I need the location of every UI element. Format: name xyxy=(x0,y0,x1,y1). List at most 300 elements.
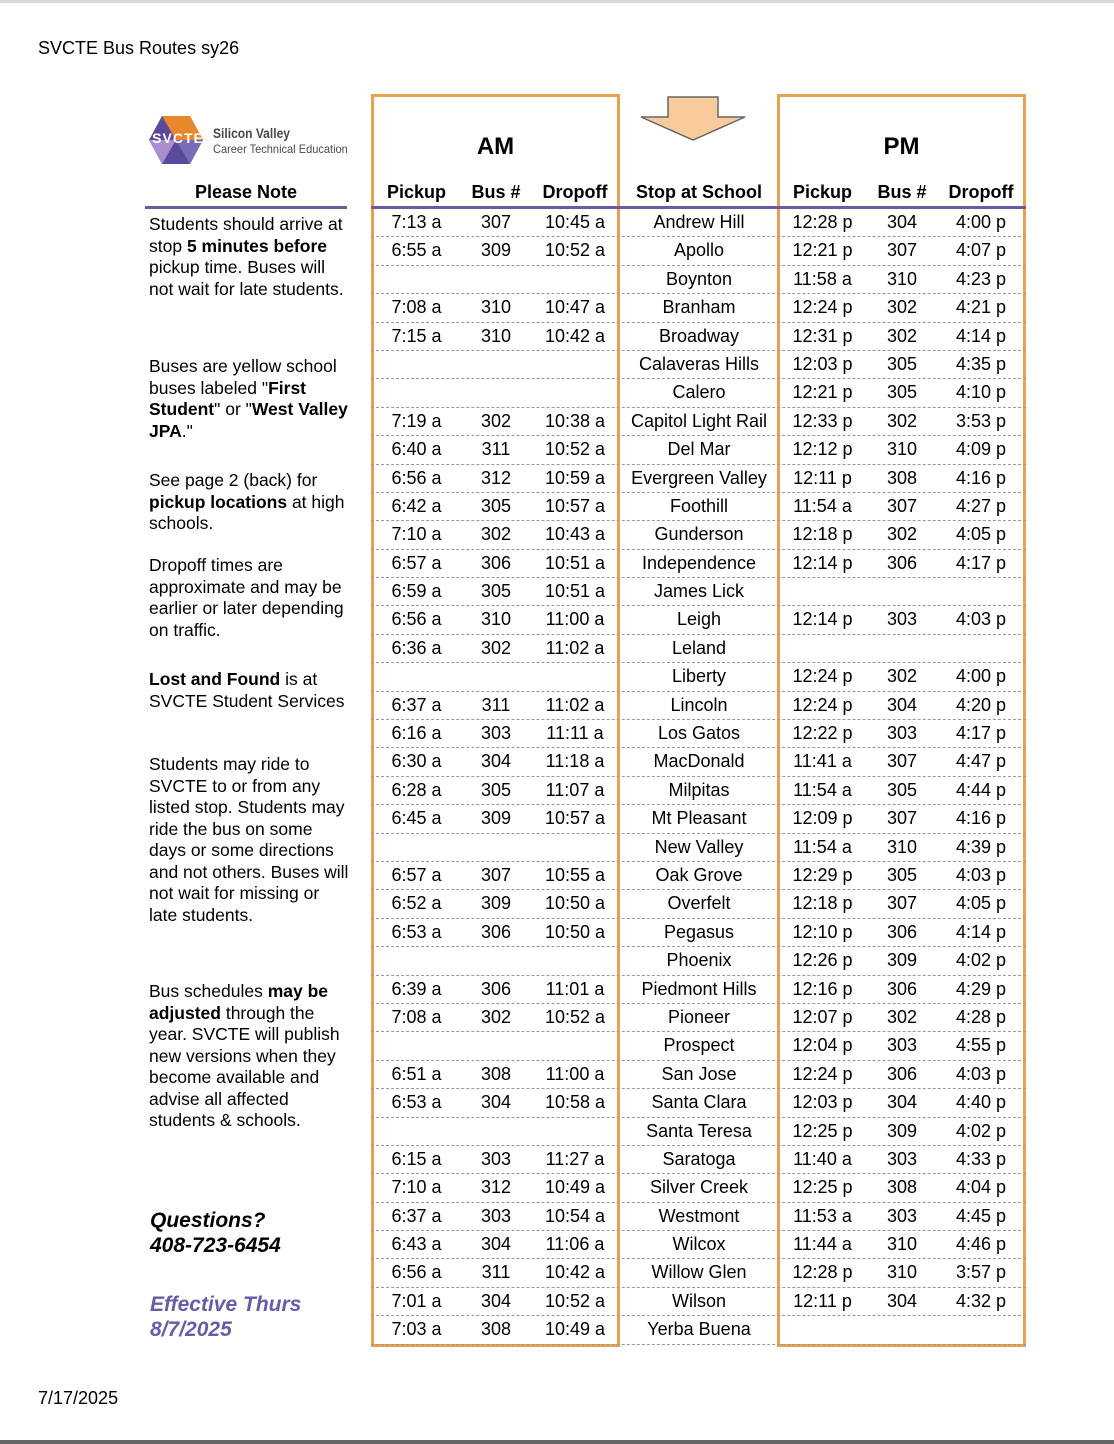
pm-bus-cell: 302 xyxy=(886,325,918,346)
stop-name-cell: New Valley xyxy=(654,836,744,857)
bus-route-table xyxy=(371,209,1026,1345)
table-row xyxy=(371,1061,1026,1089)
stop-name-cell: Pegasus xyxy=(663,921,735,942)
am-dropoff-cell: 10:52 a xyxy=(544,1006,606,1027)
pm-pickup-cell: 12:07 p xyxy=(792,1006,853,1027)
pm-dropoff-cell: 4:10 p xyxy=(955,382,1007,403)
pm-pickup-cell: 12:25 p xyxy=(792,1177,853,1198)
table-row xyxy=(371,266,1026,294)
am-bus-cell: 304 xyxy=(480,1234,512,1255)
am-bus-cell: 306 xyxy=(480,552,512,573)
pm-bus-cell: 305 xyxy=(886,864,918,885)
am-dropoff-cell: 10:50 a xyxy=(544,921,606,942)
stop-name-cell: Andrew Hill xyxy=(653,212,745,232)
pm-bus-cell: 303 xyxy=(886,609,918,630)
am-pickup-cell: 6:37 a xyxy=(391,1205,442,1226)
am-dropoff-cell: 11:00 a xyxy=(545,1063,605,1084)
am-dropoff-cell: 10:52 a xyxy=(544,439,606,460)
pm-bus-cell: 303 xyxy=(886,1205,918,1226)
stop-name-cell: Prospect xyxy=(663,1035,735,1056)
am-dropoff-cell: 10:47 a xyxy=(544,297,606,318)
am-bus-cell: 304 xyxy=(480,1092,512,1113)
stop-header: Stop at School xyxy=(636,182,762,202)
table-row xyxy=(371,606,1026,634)
pm-bus-cell: 302 xyxy=(886,524,918,545)
am-pickup-cell: 6:53 a xyxy=(391,1092,442,1113)
stop-name-cell: Willow Glen xyxy=(651,1262,747,1283)
table-row xyxy=(371,1118,1026,1146)
table-row xyxy=(371,1259,1026,1287)
am-bus-cell: 303 xyxy=(480,1148,512,1169)
am-bus-cell: 302 xyxy=(480,637,512,658)
am-pickup-cell: 6:56 a xyxy=(391,609,442,630)
pm-dropoff-cell: 4:20 p xyxy=(955,694,1007,715)
note-ride-any-stop: Students may ride to SVCTE to or from any listed stop. Students may ride the bus on some days or some directions and not others. Buses will not wait for missing or late students. xyxy=(149,754,349,925)
am-pickup-cell: 6:36 a xyxy=(391,637,442,658)
am-pickup-cell: 7:10 a xyxy=(391,1177,442,1198)
stop-name-cell: Del Mar xyxy=(667,439,731,460)
pm-bus-cell: 304 xyxy=(886,694,918,715)
am-pickup-cell: 6:52 a xyxy=(391,893,442,914)
am-bus-cell: 305 xyxy=(480,581,512,602)
pm-bus-cell: 306 xyxy=(886,978,918,999)
pm-dropoff-header: Dropoff xyxy=(948,182,1014,202)
questions-label: Questions? xyxy=(150,1209,266,1232)
table-row xyxy=(371,578,1026,606)
note-bus-type: Buses are yellow school buses labeled "First Student" or "West Valley JPA." xyxy=(149,356,348,441)
pm-dropoff-cell: 4:29 p xyxy=(955,978,1007,999)
pm-pickup-cell: 12:33 p xyxy=(792,410,853,431)
table-row xyxy=(371,635,1026,663)
note-arrival: Students should arrive at stop 5 minutes before pickup time. Buses will not wait for late students. xyxy=(149,214,344,299)
stop-name-cell: Leigh xyxy=(676,609,722,630)
stop-name-cell: James Lick xyxy=(653,581,745,602)
stop-name-cell: Liberty xyxy=(671,666,727,687)
pm-dropoff-cell: 4:39 p xyxy=(955,836,1007,857)
am-dropoff-cell: 10:58 a xyxy=(544,1092,606,1113)
am-dropoff-cell: 10:57 a xyxy=(544,495,606,516)
pm-pickup-cell: 12:28 p xyxy=(792,1262,853,1283)
table-row xyxy=(371,237,1026,265)
am-pickup-header: Pickup xyxy=(386,182,447,202)
am-bus-cell: 308 xyxy=(480,1319,512,1340)
stop-name-cell: Branham xyxy=(662,297,736,318)
am-dropoff-cell: 10:51 a xyxy=(544,552,606,573)
am-bus-cell: 311 xyxy=(481,439,511,460)
pm-bus-cell: 302 xyxy=(886,410,918,431)
stop-name-cell: Phoenix xyxy=(666,950,732,971)
down-arrow-icon xyxy=(638,96,748,142)
am-bus-cell: 310 xyxy=(480,325,512,346)
stop-name-cell: Evergreen Valley xyxy=(631,467,767,488)
pm-bus-cell: 303 xyxy=(886,1148,918,1169)
am-pickup-cell: 6:28 a xyxy=(391,779,442,800)
pm-pickup-cell: 12:31 p xyxy=(792,325,853,346)
pm-bus-cell: 302 xyxy=(886,666,918,687)
pm-bus-header: Bus # xyxy=(877,182,927,202)
pm-dropoff-cell: 4:17 p xyxy=(955,552,1007,573)
pm-dropoff-cell: 4:14 p xyxy=(955,921,1007,942)
footer-date: 7/17/2025 xyxy=(38,1388,119,1408)
note-schedule-adjusted: Bus schedules may be adjusted through the year. SVCTE will publish new versions when they become available and advise all affected students & schools. xyxy=(149,981,340,1130)
am-pickup-cell: 6:57 a xyxy=(391,864,442,885)
am-pickup-cell: 7:13 a xyxy=(391,212,442,232)
pm-bus-cell: 310 xyxy=(886,268,918,289)
pm-dropoff-cell: 3:53 p xyxy=(955,410,1007,431)
pm-pickup-cell: 12:18 p xyxy=(792,524,853,545)
pm-bus-cell: 310 xyxy=(886,1262,918,1283)
pm-pickup-cell: 12:22 p xyxy=(792,723,853,744)
pm-dropoff-cell: 4:47 p xyxy=(955,751,1007,772)
document-title: SVCTE Bus Routes sy26 xyxy=(38,38,240,58)
am-bus-cell: 306 xyxy=(480,921,512,942)
am-title: AM xyxy=(476,133,515,160)
pm-dropoff-cell: 4:45 p xyxy=(955,1205,1007,1226)
am-bus-cell: 309 xyxy=(480,240,512,261)
pm-bus-cell: 308 xyxy=(886,1177,918,1198)
stop-name-cell: Calero xyxy=(672,382,726,403)
table-row xyxy=(371,1231,1026,1259)
am-bus-cell: 302 xyxy=(480,410,512,431)
stop-name-cell: Yerba Buena xyxy=(647,1319,751,1340)
pm-dropoff-cell: 4:23 p xyxy=(955,268,1007,289)
am-bus-cell: 306 xyxy=(480,978,512,999)
pm-pickup-cell: 12:09 p xyxy=(792,808,853,829)
stop-name-cell: MacDonald xyxy=(653,751,745,772)
pm-pickup-cell: 12:24 p xyxy=(792,297,853,318)
am-pickup-cell: 6:53 a xyxy=(391,921,442,942)
pm-dropoff-cell: 4:21 p xyxy=(955,297,1007,318)
pm-dropoff-cell: 4:03 p xyxy=(955,864,1007,885)
am-bus-cell: 304 xyxy=(480,751,512,772)
pm-pickup-cell: 11:40 a xyxy=(793,1148,852,1169)
stop-name-cell: Wilcox xyxy=(672,1234,726,1255)
pm-pickup-cell: 12:11 p xyxy=(793,467,852,488)
table-row xyxy=(371,209,1026,237)
am-bus-cell: 309 xyxy=(480,893,512,914)
pm-pickup-cell: 12:16 p xyxy=(792,978,853,999)
stop-name-cell: Apollo xyxy=(673,240,725,261)
pm-dropoff-cell: 4:03 p xyxy=(955,609,1007,630)
note-dropoff-times: Dropoff times are approximate and may be earlier or later depending on traffic. xyxy=(149,555,344,640)
pm-dropoff-cell: 4:17 p xyxy=(955,723,1007,744)
pm-dropoff-cell: 4:05 p xyxy=(955,524,1007,545)
table-row xyxy=(371,834,1026,862)
table-row xyxy=(371,862,1026,890)
stop-name-cell: Calaveras Hills xyxy=(638,353,760,374)
pm-bus-cell: 310 xyxy=(886,1234,918,1255)
table-row xyxy=(371,550,1026,578)
pm-pickup-cell: 12:03 p xyxy=(792,1092,853,1113)
pm-pickup-cell: 11:54 a xyxy=(793,836,852,857)
logo-line-1: Silicon Valley xyxy=(213,125,290,141)
pm-pickup-cell: 11:53 a xyxy=(793,1205,852,1226)
am-dropoff-cell: 10:42 a xyxy=(544,1262,606,1283)
pm-dropoff-cell: 4:05 p xyxy=(955,893,1007,914)
pm-pickup-cell: 12:18 p xyxy=(792,893,853,914)
table-row xyxy=(371,1004,1026,1032)
am-dropoff-cell: 10:52 a xyxy=(544,1290,606,1311)
logo-line-2: Career Technical Education xyxy=(213,142,348,156)
table-row xyxy=(371,919,1026,947)
am-bus-cell: 312 xyxy=(480,1177,512,1198)
pm-dropoff-cell: 4:00 p xyxy=(955,212,1007,232)
table-row xyxy=(371,720,1026,748)
am-dropoff-cell: 11:06 a xyxy=(545,1234,605,1255)
am-bus-header: Bus # xyxy=(471,182,521,202)
pm-bus-cell: 307 xyxy=(886,751,918,772)
pm-pickup-cell: 12:12 p xyxy=(792,439,853,460)
table-row xyxy=(371,748,1026,776)
am-dropoff-cell: 10:52 a xyxy=(544,240,606,261)
am-pickup-cell: 7:08 a xyxy=(391,1006,442,1027)
am-dropoff-cell: 11:07 a xyxy=(545,779,605,800)
table-row xyxy=(371,351,1026,379)
am-dropoff-cell: 10:57 a xyxy=(544,808,606,829)
am-pickup-cell: 6:56 a xyxy=(391,1262,442,1283)
pm-dropoff-cell: 4:00 p xyxy=(955,666,1007,687)
stop-name-cell: Piedmont Hills xyxy=(641,978,757,999)
table-row xyxy=(371,1288,1026,1316)
stop-name-cell: Gunderson xyxy=(654,524,744,545)
pm-pickup-header: Pickup xyxy=(792,182,853,202)
pm-bus-cell: 304 xyxy=(886,1092,918,1113)
am-dropoff-cell: 10:42 a xyxy=(544,325,606,346)
table-row xyxy=(371,976,1026,1004)
am-pickup-cell: 7:10 a xyxy=(391,524,442,545)
effective-date-block xyxy=(150,1292,301,1342)
am-bus-cell: 303 xyxy=(480,1205,512,1226)
am-pickup-cell: 6:57 a xyxy=(391,552,442,573)
notes-heading: Please Note xyxy=(194,182,298,202)
am-bus-cell: 309 xyxy=(480,808,512,829)
stop-name-cell: Leland xyxy=(671,637,727,658)
table-row xyxy=(371,465,1026,493)
am-bus-cell: 305 xyxy=(480,779,512,800)
am-pickup-cell: 6:45 a xyxy=(391,808,442,829)
svcte-logo xyxy=(148,115,358,167)
questions-block xyxy=(150,1208,281,1258)
am-pickup-cell: 6:55 a xyxy=(391,240,442,261)
note-pickup-locations: See page 2 (back) for pickup locations at high schools. xyxy=(149,470,345,533)
note-lost-and-found: Lost and Found is at SVCTE Student Services xyxy=(149,669,345,711)
stop-name-cell: Westmont xyxy=(658,1205,740,1226)
table-row xyxy=(371,1203,1026,1231)
table-row xyxy=(371,1089,1026,1117)
bottom-border xyxy=(0,1440,1114,1444)
effective-line-2: 8/7/2025 xyxy=(150,1318,232,1341)
am-bus-cell: 310 xyxy=(480,609,512,630)
table-row xyxy=(371,663,1026,691)
pm-bus-cell: 303 xyxy=(886,723,918,744)
stop-name-cell: Mt Pleasant xyxy=(651,808,747,829)
pm-bus-cell: 307 xyxy=(886,808,918,829)
am-pickup-cell: 7:19 a xyxy=(391,410,442,431)
pm-dropoff-cell: 4:16 p xyxy=(955,808,1007,829)
pm-pickup-cell: 12:28 p xyxy=(792,212,853,232)
pm-bus-cell: 306 xyxy=(886,552,918,573)
pm-pickup-cell: 12:10 p xyxy=(792,921,853,942)
am-pickup-cell: 7:08 a xyxy=(391,297,442,318)
am-bus-cell: 304 xyxy=(480,1290,512,1311)
am-dropoff-cell: 10:55 a xyxy=(544,864,606,885)
stop-name-cell: Boynton xyxy=(665,268,733,289)
am-bus-cell: 302 xyxy=(480,524,512,545)
am-pickup-cell: 6:51 a xyxy=(391,1063,442,1084)
notes-heading-rule xyxy=(145,206,347,209)
pm-pickup-cell: 12:11 p xyxy=(793,1290,852,1311)
pm-pickup-cell: 12:29 p xyxy=(792,864,853,885)
am-pickup-cell: 7:15 a xyxy=(391,325,442,346)
pm-title: PM xyxy=(883,133,920,160)
am-dropoff-cell: 10:49 a xyxy=(544,1319,606,1340)
table-row xyxy=(371,947,1026,975)
am-pickup-cell: 6:37 a xyxy=(391,694,442,715)
pm-dropoff-cell: 4:02 p xyxy=(955,1120,1007,1141)
table-row xyxy=(371,1146,1026,1174)
pm-bus-cell: 310 xyxy=(886,439,918,460)
pm-bus-cell: 305 xyxy=(886,382,918,403)
pm-pickup-cell: 12:25 p xyxy=(792,1120,853,1141)
pm-bus-cell: 310 xyxy=(886,836,918,857)
am-bus-cell: 308 xyxy=(480,1063,512,1084)
am-bus-cell: 305 xyxy=(480,495,512,516)
stop-name-cell: San Jose xyxy=(661,1063,737,1084)
stop-name-cell: Capitol Light Rail xyxy=(630,410,768,431)
pm-dropoff-cell: 4:14 p xyxy=(955,325,1007,346)
am-bus-cell: 312 xyxy=(480,467,512,488)
pm-dropoff-cell: 4:27 p xyxy=(955,495,1007,516)
pm-pickup-cell: 12:24 p xyxy=(792,1063,853,1084)
am-pickup-cell: 6:56 a xyxy=(391,467,442,488)
am-bus-cell: 310 xyxy=(480,297,512,318)
stop-name-cell: Foothill xyxy=(669,495,729,516)
am-pickup-cell: 6:15 a xyxy=(391,1148,442,1169)
stop-name-cell: Overfelt xyxy=(667,893,731,914)
table-row xyxy=(371,493,1026,521)
pm-dropoff-cell: 3:57 p xyxy=(955,1262,1007,1283)
table-row xyxy=(371,323,1026,351)
phone-number: 408-723-6454 xyxy=(150,1234,281,1257)
pm-dropoff-cell: 4:16 p xyxy=(955,467,1007,488)
table-row xyxy=(371,1174,1026,1202)
am-pickup-cell: 6:59 a xyxy=(391,581,442,602)
am-pickup-cell: 7:03 a xyxy=(391,1319,442,1340)
stop-name-cell: Oak Grove xyxy=(655,864,743,885)
pm-dropoff-cell: 4:04 p xyxy=(955,1177,1007,1198)
table-row xyxy=(371,692,1026,720)
stop-name-cell: Silver Creek xyxy=(649,1177,749,1198)
pm-bus-cell: 302 xyxy=(886,297,918,318)
stop-name-cell: Wilson xyxy=(671,1290,726,1311)
am-bus-cell: 302 xyxy=(480,1006,512,1027)
pm-dropoff-cell: 4:07 p xyxy=(955,240,1007,261)
pm-pickup-cell: 12:14 p xyxy=(792,552,853,573)
am-bus-cell: 303 xyxy=(480,723,512,744)
pm-pickup-cell: 11:44 a xyxy=(793,1234,852,1255)
am-pickup-cell: 6:39 a xyxy=(391,978,442,999)
stop-name-cell: Broadway xyxy=(658,325,740,346)
pm-pickup-cell: 11:54 a xyxy=(793,779,852,800)
effective-line-1: Effective Thurs xyxy=(150,1293,302,1316)
pm-pickup-cell: 12:03 p xyxy=(792,353,853,374)
pm-bus-cell: 306 xyxy=(886,1063,918,1084)
am-dropoff-cell: 11:27 a xyxy=(545,1148,605,1169)
pm-pickup-cell: 12:14 p xyxy=(792,609,853,630)
table-row xyxy=(371,805,1026,833)
am-pickup-cell: 7:01 a xyxy=(391,1290,442,1311)
pm-bus-cell: 309 xyxy=(886,1120,918,1141)
pm-dropoff-cell: 4:28 p xyxy=(955,1006,1007,1027)
pm-dropoff-cell: 4:03 p xyxy=(955,1063,1007,1084)
am-dropoff-cell: 11:18 a xyxy=(545,751,605,772)
am-dropoff-cell: 11:02 a xyxy=(545,637,605,658)
am-dropoff-cell: 10:51 a xyxy=(544,581,606,602)
stop-name-cell: Santa Clara xyxy=(651,1092,747,1113)
table-row xyxy=(371,379,1026,407)
top-border xyxy=(0,0,1114,3)
am-pickup-cell: 6:30 a xyxy=(391,751,442,772)
table-row xyxy=(371,890,1026,918)
pm-dropoff-cell: 4:40 p xyxy=(955,1092,1007,1113)
pm-bus-cell: 307 xyxy=(886,495,918,516)
am-dropoff-cell: 11:11 a xyxy=(546,723,604,744)
table-row xyxy=(371,777,1026,805)
pm-pickup-cell: 12:21 p xyxy=(792,382,853,403)
am-dropoff-header: Dropoff xyxy=(542,182,608,202)
logo-mark: SVCTE xyxy=(152,130,204,146)
table-row xyxy=(371,436,1026,464)
stop-name-cell: Los Gatos xyxy=(657,723,741,744)
stop-name-cell: Milpitas xyxy=(668,779,730,800)
pm-bus-cell: 305 xyxy=(886,779,918,800)
am-pickup-cell: 6:40 a xyxy=(391,439,442,460)
stop-name-cell: Santa Teresa xyxy=(646,1120,752,1141)
pm-dropoff-cell: 4:32 p xyxy=(955,1290,1007,1311)
am-bus-cell: 307 xyxy=(480,864,512,885)
am-dropoff-cell: 11:02 a xyxy=(545,694,605,715)
am-bus-cell: 311 xyxy=(481,1262,511,1283)
pm-dropoff-cell: 4:02 p xyxy=(955,950,1007,971)
pm-pickup-cell: 12:04 p xyxy=(792,1035,853,1056)
am-dropoff-cell: 11:00 a xyxy=(545,609,605,630)
am-bus-cell: 311 xyxy=(481,694,511,715)
table-row xyxy=(371,1316,1026,1344)
pm-bus-cell: 305 xyxy=(886,353,918,374)
pm-pickup-cell: 12:24 p xyxy=(792,666,853,687)
am-dropoff-cell: 10:50 a xyxy=(544,893,606,914)
am-dropoff-cell: 10:43 a xyxy=(544,524,606,545)
am-dropoff-cell: 11:01 a xyxy=(545,978,605,999)
pm-dropoff-cell: 4:44 p xyxy=(955,779,1007,800)
pm-dropoff-cell: 4:46 p xyxy=(955,1234,1007,1255)
table-row xyxy=(371,294,1026,322)
pm-bus-cell: 307 xyxy=(886,240,918,261)
stop-name-cell: Pioneer xyxy=(667,1006,731,1027)
pm-pickup-cell: 11:41 a xyxy=(793,751,852,772)
pm-bus-cell: 306 xyxy=(886,921,918,942)
pm-dropoff-cell: 4:33 p xyxy=(955,1148,1007,1169)
pm-bus-cell: 309 xyxy=(886,950,918,971)
pm-bus-cell: 304 xyxy=(886,1290,918,1311)
pm-bus-cell: 308 xyxy=(886,467,918,488)
am-dropoff-cell: 10:45 a xyxy=(544,212,606,232)
am-dropoff-cell: 10:54 a xyxy=(544,1205,606,1226)
pm-bus-cell: 307 xyxy=(886,893,918,914)
pm-bus-cell: 302 xyxy=(886,1006,918,1027)
table-row xyxy=(371,1032,1026,1060)
pm-dropoff-cell: 4:35 p xyxy=(955,353,1007,374)
